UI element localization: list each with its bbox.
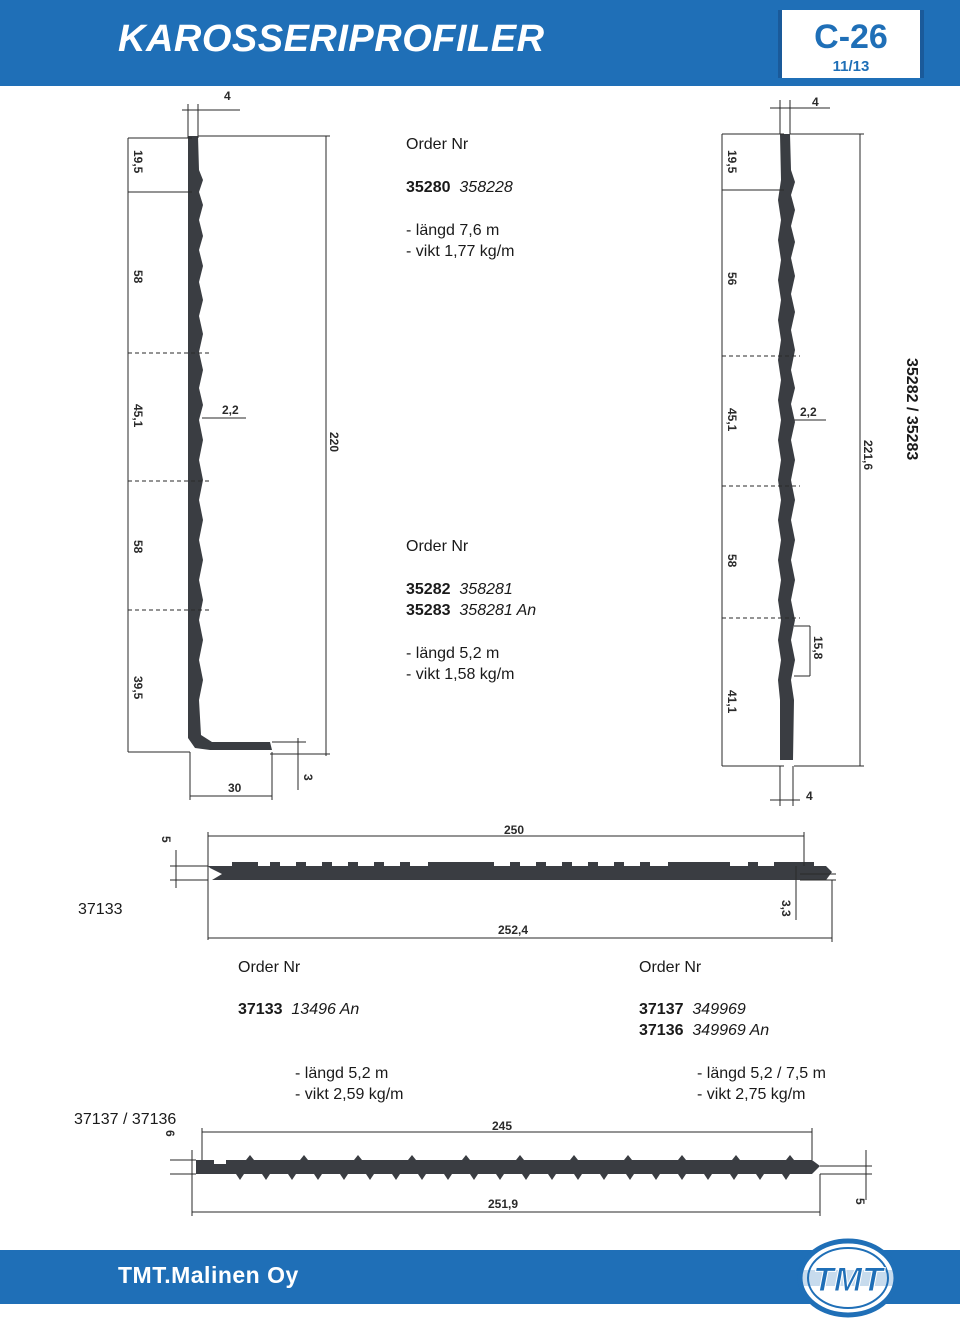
drawing-35280 [128, 89, 341, 800]
dim-35280-seg4: 39,5 [131, 676, 145, 700]
product-number: 35282 [406, 581, 451, 598]
dim-37137-height: 6 [163, 1130, 177, 1137]
dim-37133-total: 252,4 [498, 923, 529, 937]
drawing-37133 [159, 823, 836, 942]
dim-35280-rib: 2,2 [222, 403, 239, 417]
profile-35280-shape [188, 136, 272, 750]
order-label-37133: Order Nr [238, 959, 301, 976]
weight-35282: - vikt 1,58 kg/m [406, 666, 515, 683]
order-code: 349969 An [692, 1022, 770, 1039]
order-row-35282 [406, 579, 513, 600]
dim-35282-seg2: 45,1 [725, 408, 739, 432]
page-code: C-26 [814, 18, 888, 56]
dim-37137-total: 251,9 [488, 1197, 519, 1211]
product-number: 37137 [639, 1001, 684, 1018]
product-number: 37133 [238, 1001, 283, 1018]
dim-35282-top: 19,5 [725, 150, 739, 174]
dim-37133-edge: 3,3 [779, 900, 793, 917]
company-name: TMT.Malinen Oy [118, 1262, 299, 1288]
dim-35282-seg3: 58 [725, 554, 739, 568]
order-label-35280: Order Nr [406, 136, 469, 153]
product-number: 35280 [406, 179, 451, 196]
order-code: 358281 An [459, 602, 537, 619]
dim-35282-seg1: 56 [725, 272, 739, 286]
order-row-35283 [406, 600, 536, 621]
dim-35282-rib: 2,2 [800, 405, 817, 419]
order-code: 358281 [459, 581, 513, 598]
product-number: 35283 [406, 602, 451, 619]
dim-37137-inner: 245 [492, 1119, 513, 1133]
dim-35282-seg4: 41,1 [725, 690, 739, 714]
drawing-37137 [163, 1119, 872, 1216]
dim-35282-thickness: 4 [812, 95, 819, 109]
dim-35282-total: 221,6 [861, 440, 875, 471]
dim-35280-seg3: 58 [131, 540, 145, 554]
tmt-logo-icon [796, 1238, 900, 1318]
dim-37133-height: 5 [159, 836, 173, 843]
profile-37137-shape [196, 1160, 820, 1174]
product-number: 37136 [639, 1022, 684, 1039]
order-label-35282: Order Nr [406, 538, 469, 555]
weight-35280: - vikt 1,77 kg/m [406, 243, 515, 260]
order-row-37136 [639, 1020, 769, 1041]
order-row-35280 [406, 177, 513, 198]
page-title: KAROSSERIPROFILER [118, 18, 545, 60]
dim-35280-seg2: 45,1 [131, 404, 145, 428]
profile-37133-shape [208, 866, 832, 880]
dim-37137-edge: 5 [853, 1198, 867, 1205]
page-code-box [778, 10, 924, 78]
weight-37133: - vikt 2,59 kg/m [295, 1086, 404, 1103]
dim-35280-total: 220 [327, 432, 341, 453]
side-label-37133: 37133 [78, 901, 123, 918]
dim-35280-thickness: 4 [224, 89, 231, 103]
page-number: 11/13 [832, 58, 870, 75]
dim-35280-seg1: 58 [131, 270, 145, 284]
profile-35282-shape [778, 134, 795, 760]
length-35282: - längd 5,2 m [406, 645, 500, 662]
drawing-35282 [722, 95, 875, 806]
dim-35280-foot-thk: 3 [301, 774, 315, 781]
order-code: 349969 [692, 1001, 746, 1018]
dim-37133-inner: 250 [504, 823, 525, 837]
length-37137: - längd 5,2 / 7,5 m [697, 1065, 826, 1082]
side-label-37137: 37137 / 37136 [74, 1111, 177, 1128]
dim-35280-top: 19,5 [131, 150, 145, 174]
order-code: 358228 [459, 179, 513, 196]
length-35280: - längd 7,6 m [406, 222, 500, 239]
order-label-37137: Order Nr [639, 959, 702, 976]
dim-35282-bottom: 4 [806, 789, 813, 803]
dim-35280-foot: 30 [228, 781, 242, 795]
order-row-37133 [238, 999, 359, 1020]
length-37133: - längd 5,2 m [295, 1065, 389, 1082]
order-row-37137 [639, 999, 746, 1020]
weight-37137: - vikt 2,75 kg/m [697, 1086, 806, 1103]
order-code: 13496 An [291, 1001, 360, 1018]
dim-35282-slot: 15,8 [811, 636, 825, 660]
profile-37133-ribs [232, 862, 814, 866]
side-label-35282: 35282 / 35283 [903, 358, 920, 461]
logo-text: TMT [813, 1261, 883, 1299]
